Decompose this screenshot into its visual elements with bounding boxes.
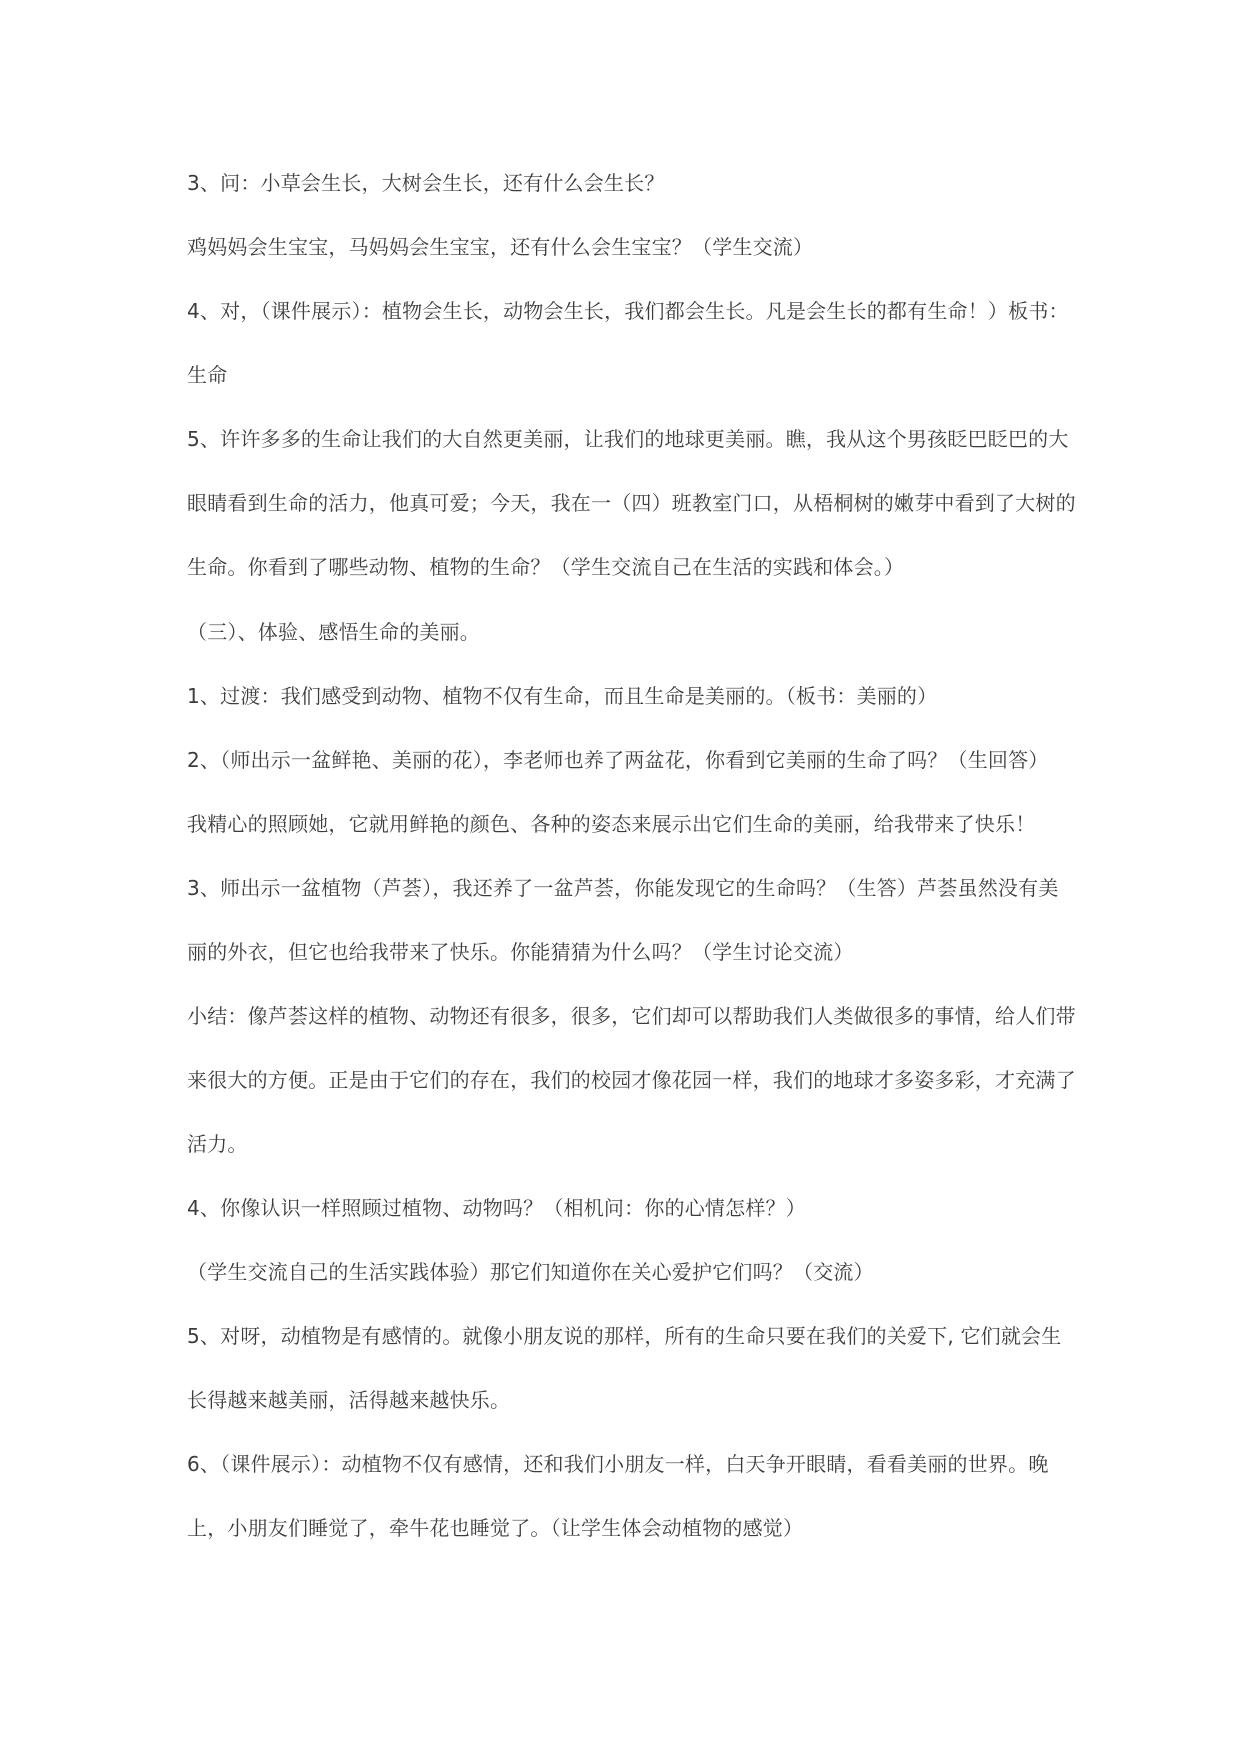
text-line: 6、（课件展示）：动植物不仅有感情，还和我们小朋友一样，白天争开眼睛，看看美丽的世界。晚 — [187, 1452, 1049, 1476]
text-line: 4、对，（课件展示）：植物会生长，动物会生长，我们都会生长。凡是会生长的都有生命！）板书： — [187, 299, 1069, 323]
text-line: 来很大的方便。正是由于它们的存在，我们的校园才像花园一样，我们的地球才多姿多彩，才充满了 — [187, 1068, 1076, 1092]
text-line: 5、许许多多的生命让我们的大自然更美丽，让我们的地球更美丽。瞧，我从这个男孩眨巴眨巴的大 — [187, 427, 1069, 451]
text-line: 5、对呀，动植物是有感情的。就像小朋友说的那样，所有的生命只要在我们的关爱下, 它们就会生 — [187, 1324, 1062, 1348]
text-line: 3、师出示一盆植物（芦荟），我还养了一盆芦荟，你能发现它的生命吗？（生答）芦荟虽然没有美 — [187, 876, 1059, 900]
text-line: 4、你像认识一样照顾过植物、动物吗？（相机问：你的心情怎样？） — [187, 1196, 806, 1220]
text-line: 小结：像芦荟这样的植物、动物还有很多，很多，它们却可以帮助我们人类做很多的事情，给人们带 — [187, 1004, 1076, 1028]
text-line: 上，小朋友们睡觉了，牵牛花也睡觉了。（让学生体会动植物的感觉） — [187, 1516, 804, 1540]
text-line: 鸡妈妈会生宝宝，马妈妈会生宝宝，还有什么会生宝宝？（学生交流） — [187, 235, 814, 259]
text-line: 活力。 — [187, 1132, 248, 1156]
text-line: 长得越来越美丽，活得越来越快乐。 — [187, 1388, 511, 1412]
text-line: 眼睛看到生命的活力，他真可爱；今天，我在一（四）班教室门口，从梧桐树的嫩芽中看到了大树的 — [187, 491, 1076, 515]
text-line: 生命 — [187, 363, 228, 387]
text-line: 丽的外衣，但它也给我带来了快乐。你能猜猜为什么吗？（学生讨论交流） — [187, 940, 854, 964]
text-line: 1、过渡：我们感受到动物、植物不仅有生命，而且生命是美丽的。（板书：美丽的） — [187, 684, 938, 708]
text-line: （学生交流自己的生活实践体验）那它们知道你在关心爱护它们吗？（交流） — [187, 1260, 874, 1284]
text-line: 3、问：小草会生长，大树会生长，还有什么会生长？ — [187, 171, 665, 195]
text-line: 我精心的照顾她，它就用鲜艳的颜色、各种的姿态来展示出它们生命的美丽，给我带来了快乐！ — [187, 812, 1036, 836]
text-line: 生命。你看到了哪些动物、植物的生命？（学生交流自己在生活的实践和体会。） — [187, 555, 905, 579]
text-line: 2、（师出示一盆鲜艳、美丽的花），李老师也养了两盆花，你看到它美丽的生命了吗？（生回答） — [187, 748, 1049, 772]
section-heading: （三）、体验、感悟生命的美丽。 — [187, 620, 480, 644]
